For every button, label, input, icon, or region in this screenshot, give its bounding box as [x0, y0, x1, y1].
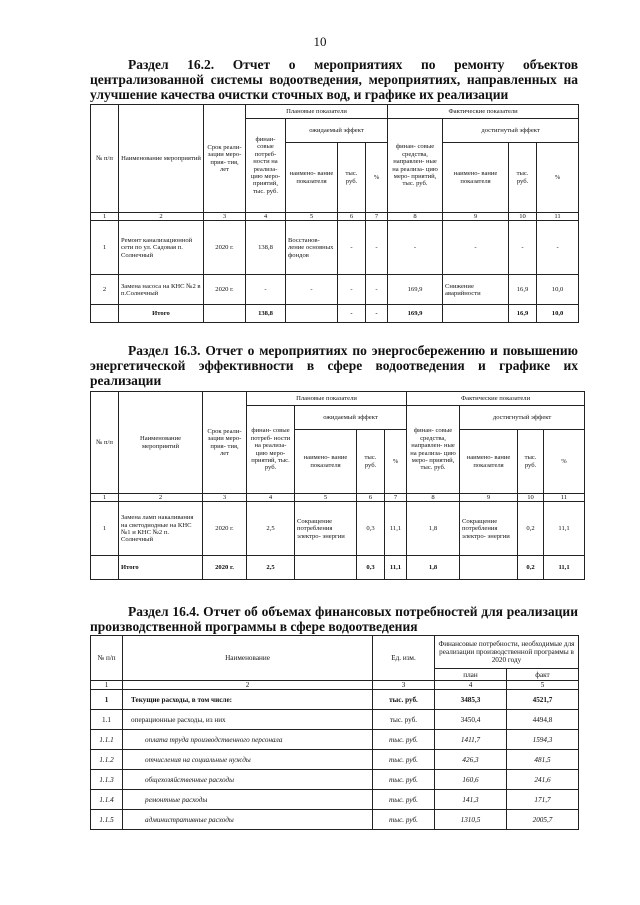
- table-16-2: [90, 104, 579, 323]
- header-num: № п/п: [91, 636, 123, 681]
- header-fact: факт: [507, 669, 579, 681]
- header-expected: ожидаемый эффект: [295, 406, 407, 430]
- table-row: 1 Замена ламп накаливания на светодиодные на КНС №1 и КНС №2 п. Солнечный 2020 г. 2,5 Сокращение потребления электро- энергии 0,3 11,1 1,8 Сокращение потребления электро- энергии 0,2 11,1: [91, 502, 585, 556]
- header-percent: %: [366, 143, 388, 213]
- column-numbers-row: 1 2 3 4 5 6 7 8 9 10 11: [91, 213, 579, 221]
- column-numbers-row: 1 2 3 4 5 6 7 8 9 10 11: [91, 494, 585, 502]
- header-percent: %: [385, 430, 407, 494]
- header-thousand-rub: тыс. руб.: [357, 430, 385, 494]
- header-term: Срок реали- зации меро- прия- тия, лет: [203, 392, 247, 494]
- header-indicator-name: наимено- вание показателя: [443, 143, 509, 213]
- header-term: Срок реали- зации меро- прия- тия, лет: [204, 105, 246, 213]
- table-row: 1.1.3 общехозяйственные расходы тыс. руб. 160,6 241,6: [91, 770, 579, 790]
- header-fin-actual: финан- совые средства, направлен- ные на реализа- цию меро- приятий, тыс. руб.: [388, 119, 443, 213]
- header-actual: Фактические показатели: [388, 105, 579, 119]
- table-row: 1.1.1 оплата труда производственного персонала тыс. руб. 1411,7 1594,3: [91, 730, 579, 750]
- table-16-3: [90, 391, 585, 580]
- header-name: Наименование: [123, 636, 373, 681]
- total-row: Итого 138,8 - - 169,9 16,9 10,0: [91, 305, 579, 323]
- header-planned: Плановые показатели: [247, 392, 407, 406]
- header-thousand-rub: тыс. руб.: [518, 430, 544, 494]
- header-achieved: достигнутый эффект: [460, 406, 585, 430]
- header-percent: %: [544, 430, 585, 494]
- header-percent: %: [537, 143, 579, 213]
- header-num: № п/п: [91, 392, 119, 494]
- header-fin-actual: финан- совые средства, направлен- ные на реализа- цию меро- приятий, тыс. руб.: [407, 406, 460, 494]
- section-16-2-title: Раздел 16.2. Отчет о мероприятиях по ремонту объектов централизованной системы водоотведения, мероприятиях, направленных на улучшение качества очистки сточных вод, и графике их реализации: [90, 57, 578, 102]
- header-thousand-rub: тыс. руб.: [338, 143, 366, 213]
- header-num: № п/п: [91, 105, 119, 213]
- column-numbers-row: 1 2 3 4 5: [91, 681, 579, 690]
- table-row: 2 Замена насоса на КНС №2 в п.Солнечный 2020 г. - - - - 169,9 Снижение аварийности 16,9 10,0: [91, 275, 579, 305]
- header-actual: Фактические показатели: [407, 392, 585, 406]
- header-fin-plan: финан- совые потреб- ности на реализа- цию меро- приятий, тыс. руб.: [246, 119, 286, 213]
- page-number: 10: [313, 34, 327, 49]
- table-row: 1 Текущие расходы, в том числе: тыс. руб. 3485,3 4521,7: [91, 690, 579, 710]
- table-row: 1 Ремонт канализационной сети по ул. Садовая п. Солнечный 2020 г. 138,8 Восстанов- ление основных фондов - - - - - -: [91, 221, 579, 275]
- header-thousand-rub: тыс. руб.: [509, 143, 537, 213]
- header-fin-plan: финан- совые потреб- ности на реализа- цию меро- приятий, тыс. руб.: [247, 406, 295, 494]
- header-name: Наименование мероприятий: [119, 392, 203, 494]
- header-planned: Плановые показатели: [246, 105, 388, 119]
- header-expected: ожидаемый эффект: [286, 119, 388, 143]
- total-row: Итого 2020 г. 2,5 0,3 11,1 1,8 0,2 11,1: [91, 556, 585, 580]
- header-indicator-name: наимено- вание показателя: [286, 143, 338, 213]
- header-name: Наименование мероприятий: [119, 105, 204, 213]
- header-unit: Ед. изм.: [373, 636, 435, 681]
- table-row: 1.1.5 административные расходы тыс. руб. 1310,5 2005,7: [91, 810, 579, 830]
- table-row: 1.1.4 ремонтные расходы тыс. руб. 141,3 171,7: [91, 790, 579, 810]
- section-16-4-title: Раздел 16.4. Отчет об объемах финансовых потребностей для реализации производственной программы в сфере водоотведения: [90, 604, 578, 634]
- header-financial-needs: Финансовые потребности, необходимые для реализации производственной программы в 2020 году: [435, 636, 579, 669]
- section-16-3-title: Раздел 16.3. Отчет о мероприятиях по энергосбережению и повышению энергетической эффективности в сфере водоотведения и графике их реализации: [90, 343, 578, 388]
- header-achieved: достигнутый эффект: [443, 119, 579, 143]
- table-row: 1.1 операционные расходы, из них тыс. руб. 3450,4 4494,8: [91, 710, 579, 730]
- header-indicator-name: наимено- вание показателя: [295, 430, 357, 494]
- header-indicator-name: наимено- вание показателя: [460, 430, 518, 494]
- table-16-4: [90, 635, 579, 830]
- header-plan: план: [435, 669, 507, 681]
- table-row: 1.1.2 отчисления на социальные нужды тыс. руб. 426,3 481,5: [91, 750, 579, 770]
